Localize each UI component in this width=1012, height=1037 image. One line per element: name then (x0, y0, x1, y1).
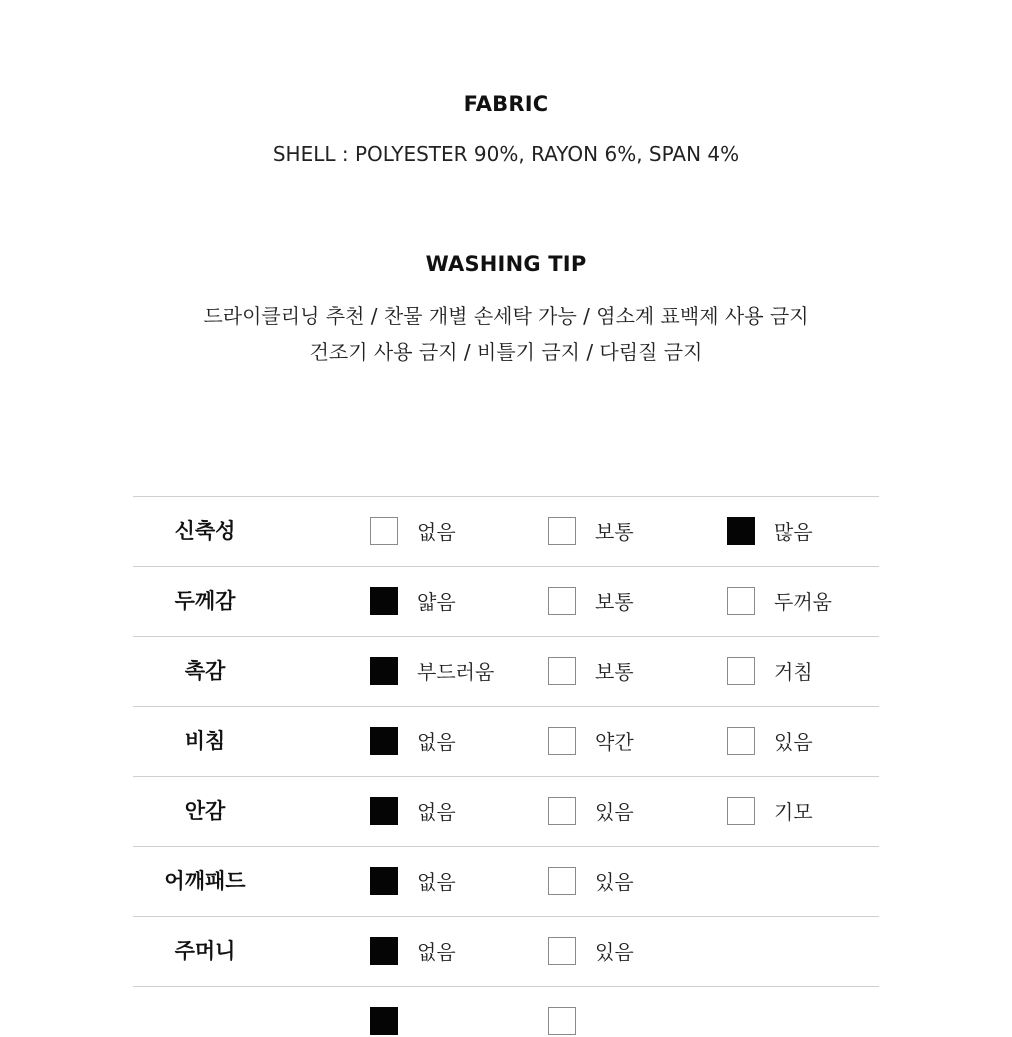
spec-row (133, 916, 879, 986)
spec-row (133, 566, 879, 636)
checkbox-checked[interactable] (370, 727, 398, 755)
fabric-heading: FABRIC (463, 92, 549, 116)
washing-tip-heading: WASHING TIP (425, 252, 587, 276)
spec-option-label: 보통 (595, 660, 634, 684)
spec-row-label: 비침 (184, 729, 226, 753)
spec-row (133, 496, 879, 566)
spec-option-label: 얇음 (417, 590, 456, 614)
checkbox-checked[interactable] (370, 657, 398, 685)
fabric-composition: SHELL : POLYESTER 90%, RAYON 6%, SPAN 4% (272, 142, 740, 166)
spec-option-label: 거침 (774, 660, 813, 684)
checkbox[interactable] (548, 937, 576, 965)
spec-option-label: 보통 (595, 590, 634, 614)
spec-row (133, 846, 879, 916)
spec-option-label: 있음 (595, 940, 634, 964)
washing-tip-line-2: 건조기 사용 금지 / 비틀기 금지 / 다림질 금지 (309, 340, 703, 364)
checkbox[interactable] (548, 727, 576, 755)
spec-option-label: 있음 (595, 800, 634, 824)
spec-row-label: 주머니 (174, 939, 236, 963)
spec-option-label: 없음 (417, 730, 456, 754)
spec-row-partial (133, 986, 879, 1027)
spec-option-label: 많음 (774, 520, 813, 544)
spec-option-label: 약간 (595, 730, 634, 754)
checkbox-checked[interactable] (370, 867, 398, 895)
checkbox[interactable] (727, 727, 755, 755)
spec-option-label: 부드러움 (417, 660, 495, 684)
spec-row-label: 신축성 (174, 519, 236, 543)
spec-table (133, 496, 879, 1027)
spec-option-label: 있음 (774, 730, 813, 754)
spec-option-label: 기모 (774, 800, 813, 824)
spec-row (133, 636, 879, 706)
checkbox[interactable] (727, 797, 755, 825)
checkbox[interactable] (548, 587, 576, 615)
spec-option-label: 없음 (417, 520, 456, 544)
spec-row-label: 촉감 (184, 659, 226, 683)
checkbox-checked[interactable] (727, 517, 755, 545)
spec-option-label: 두꺼움 (774, 590, 832, 614)
checkbox[interactable] (548, 797, 576, 825)
checkbox[interactable] (548, 657, 576, 685)
checkbox[interactable] (548, 1007, 576, 1035)
spec-row-label: 두께감 (174, 589, 236, 613)
checkbox[interactable] (727, 657, 755, 685)
spec-option-label: 없음 (417, 940, 456, 964)
checkbox[interactable] (548, 517, 576, 545)
checkbox-checked[interactable] (370, 797, 398, 825)
spec-row (133, 706, 879, 776)
checkbox[interactable] (727, 587, 755, 615)
checkbox-checked[interactable] (370, 1007, 398, 1035)
spec-option-label: 보통 (595, 520, 634, 544)
spec-row (133, 776, 879, 846)
spec-option-label: 있음 (595, 870, 634, 894)
checkbox-checked[interactable] (370, 587, 398, 615)
checkbox[interactable] (548, 867, 576, 895)
spec-option-label: 없음 (417, 870, 456, 894)
spec-option-label: 없음 (417, 800, 456, 824)
checkbox[interactable] (370, 517, 398, 545)
checkbox-checked[interactable] (370, 937, 398, 965)
spec-row-label: 안감 (184, 799, 226, 823)
washing-tip-line-1: 드라이클리닝 추천 / 찬물 개별 손세탁 가능 / 염소계 표백제 사용 금지 (203, 304, 809, 328)
spec-row-label: 어깨패드 (164, 869, 246, 893)
